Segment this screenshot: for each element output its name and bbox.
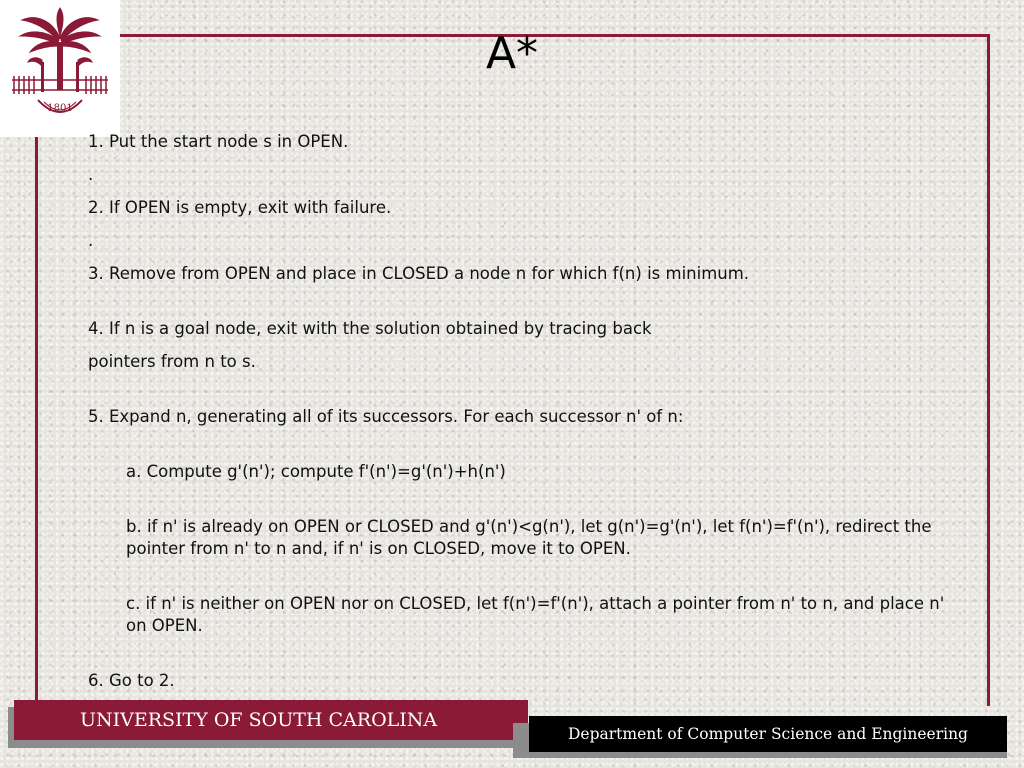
university-logo [0, 0, 120, 137]
step-separator: . [88, 165, 94, 184]
slide-title: A* [485, 28, 539, 79]
step-4-continued: pointers from n to s. [88, 352, 256, 371]
step-5c: c. if n' is neither on OPEN nor on CLOSED, let f(n')=f'(n'), attach a pointer from n' to n, and place n' on OPEN. [126, 594, 945, 635]
seal-year: 1801 [47, 103, 73, 114]
step-3: 3. Remove from OPEN and place in CLOSED a node n for which f(n) is minimum. [88, 264, 750, 283]
step-5b: b. if n' is already on OPEN or CLOSED and g'(n')<g(n'), let g(n')=g'(n'), let f(n')=f'(n'), redirect the pointer from n' to n and, if n' is on CLOSED, move it to OPEN. [126, 517, 932, 558]
step-5: 5. Expand n, generating all of its successors. For each successor n' of n: [88, 407, 684, 426]
step-6: 6. Go to 2. [88, 671, 175, 690]
step-2: 2. If OPEN is empty, exit with failure. [88, 198, 392, 217]
step-4: 4. If n is a goal node, exit with the solution obtained by tracing back [88, 319, 652, 338]
footer-department: Department of Computer Science and Engineering [529, 716, 1007, 752]
step-1: 1. Put the start node s in OPEN. [88, 132, 349, 151]
footer-university: UNIVERSITY OF SOUTH CAROLINA [14, 700, 528, 740]
slide-content [88, 131, 968, 692]
step-5a: a. Compute g'(n'); compute f'(n')=g'(n')+h(n') [126, 462, 506, 481]
palmetto-seal-icon [0, 0, 120, 137]
step-separator: . [88, 231, 94, 250]
